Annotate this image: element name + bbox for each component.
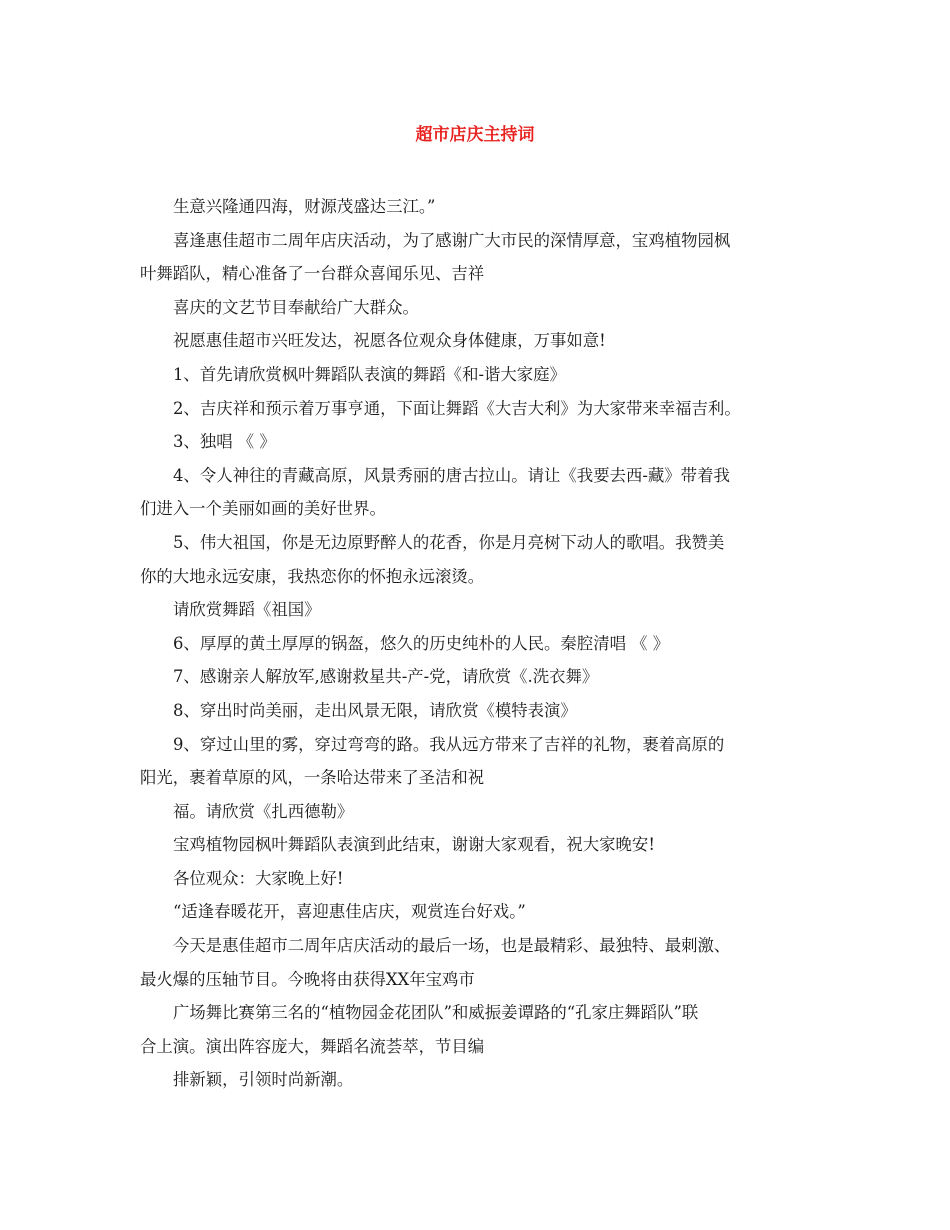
body-line: 祝愿惠佳超市兴旺发达，祝愿各位观众身体健康，万事如意! <box>173 331 606 351</box>
document-body <box>140 190 812 1097</box>
body-line: 阳光，裹着草原的风，一条哈达带来了圣洁和祝 <box>140 768 485 788</box>
body-line: 宝鸡植物园枫叶舞蹈队表演到此结束，谢谢大家观看，祝大家晚安! <box>173 835 655 855</box>
body-line: 生意兴隆通四海，财源茂盛达三江。” <box>173 197 436 216</box>
body-line: 喜逢惠佳超市二周年店庆活动，为了感谢广大市民的深情厚意，宝鸡植物园枫 <box>173 230 731 250</box>
body-line: 叶舞蹈队，精心准备了一台群众喜闻乐见、吉祥 <box>140 264 485 284</box>
body-line: 9、穿过山里的雾，穿过弯弯的路。我从远方带来了吉祥的礼物，裹着高原的 <box>173 734 725 754</box>
body-line: 7、感谢亲人解放军,感谢救星共-产-党，请欣赏《.洗衣舞》 <box>173 667 599 687</box>
body-line: 合上演。演出阵容庞大，舞蹈名流荟萃，节目编 <box>140 1036 485 1056</box>
body-line: 5、伟大祖国，你是无边原野醉人的花香，你是月亮树下动人的歌唱。我赞美 <box>173 532 725 552</box>
body-line: “适逢春暖花开，喜迎惠佳店庆，观赏连台好戏。” <box>173 902 526 922</box>
body-line: 你的大地永远安康，我热恋你的怀抱永远滚烫。 <box>140 566 485 586</box>
body-line: 6、厚厚的黄土厚厚的锅盔，悠久的历史纯朴的人民。秦腔清唱 《 》 <box>173 633 670 653</box>
document-title: 超市店庆主持词 <box>415 125 535 145</box>
body-line: 各位观众：大家晚上好! <box>173 868 344 888</box>
body-line: 排新颖，引领时尚新潮。 <box>173 1070 354 1090</box>
body-line: 福。请欣赏《扎西德勒》 <box>173 801 354 821</box>
body-line: 们进入一个美丽如画的美好世界。 <box>140 499 386 519</box>
body-line: 广场舞比赛第三名的“植物园金花团队”和威振姜谭路的“孔家庄舞蹈队”联 <box>173 1003 699 1023</box>
body-line: 2、吉庆祥和预示着万事亨通，下面让舞蹈《大吉大利》为大家带来幸福吉利。 <box>173 398 741 418</box>
body-line: 今天是惠佳超市二周年店庆活动的最后一场，也是最精彩、最独特、最刺激、 <box>173 936 731 956</box>
body-line: 3、独唱 《 》 <box>173 432 276 452</box>
body-line: 请欣赏舞蹈《祖国》 <box>173 600 321 620</box>
body-line: 1、首先请欣赏枫叶舞蹈队表演的舞蹈《和-谐大家庭》 <box>173 364 566 384</box>
body-line: 8、穿出时尚美丽，走出风景无限，请欣赏《模特表演》 <box>173 700 577 720</box>
body-line: 喜庆的文艺节目奉献给广大群众。 <box>173 297 419 317</box>
body-line: 4、令人神往的青藏高原，风景秀丽的唐古拉山。请让《我要去西-藏》带着我 <box>173 465 730 485</box>
body-line: 最火爆的压轴节目。今晚将由获得XX年宝鸡市 <box>140 969 475 989</box>
